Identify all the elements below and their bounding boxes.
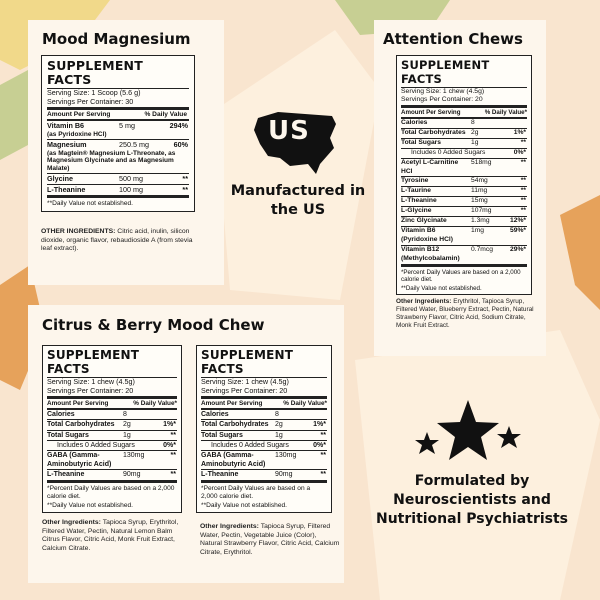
amount-header: Amount Per Serving xyxy=(47,400,109,408)
facts-row xyxy=(401,227,527,246)
citrus-berry-left-other-ingredients xyxy=(42,519,184,553)
facts-row xyxy=(47,451,177,470)
row-name: Total Carbohydrates xyxy=(201,421,269,429)
facts-row xyxy=(47,140,189,174)
row-dv: 29%* xyxy=(510,245,526,253)
attention-chews-title: Attention Chews xyxy=(383,30,523,48)
other-label: Other Ingredients: xyxy=(200,523,259,530)
row-dv: 60% xyxy=(173,140,188,150)
row-dv: ** xyxy=(520,158,526,166)
footnote-percent: *Percent Daily Values are based on a 2,000 calorie diet. xyxy=(47,484,175,500)
serving-size: Serving Size: 1 Scoop (5.6 g) xyxy=(47,88,141,97)
citrus-berry-right-facts xyxy=(196,345,332,513)
row-sub: (as Pyridoxine HCl) xyxy=(47,130,107,138)
row-dv: 0%* xyxy=(163,441,176,449)
row-amount: 8 xyxy=(471,119,475,126)
green-blob-left xyxy=(0,70,28,160)
facts-row xyxy=(401,177,527,187)
footnote-daily-value: **Daily Value not established. xyxy=(401,284,482,292)
other-text: Erythritol, Tapioca Syrup, Filtered Water, Blueberry Extract, Pectin, Natural Strawberry Flavor, Citric Acid, Sodium Citrate, Monk Fruit Extract. xyxy=(396,298,534,329)
row-amount: 5 mg xyxy=(119,121,135,131)
row-dv: 0%* xyxy=(313,441,326,449)
row-name: GABA (Gamma-Aminobutyric Acid) xyxy=(201,452,266,469)
amount-header: Amount Per Serving xyxy=(401,109,461,116)
row-name: Total Carbohydrates xyxy=(47,421,115,429)
attention-chews-facts xyxy=(396,55,532,295)
facts-row xyxy=(201,431,327,441)
facts-row xyxy=(47,420,177,430)
facts-row xyxy=(47,431,177,441)
facts-row xyxy=(47,470,177,482)
stars-icon xyxy=(413,398,523,468)
facts-header: SUPPLEMENT FACTS xyxy=(47,59,189,89)
other-label: Other Ingredients: xyxy=(396,298,452,305)
row-name: L-Theanine xyxy=(47,184,86,194)
row-dv: ** xyxy=(520,207,526,215)
row-amount: 11mg xyxy=(471,187,488,195)
amount-header: Amount Per Serving xyxy=(47,111,111,119)
row-name: Vitamin B6 (Pyridoxine HCl) xyxy=(401,226,454,243)
facts-row xyxy=(401,246,527,267)
row-dv: 59%* xyxy=(510,226,526,234)
row-dv: ** xyxy=(520,197,526,205)
row-dv: ** xyxy=(170,431,176,439)
mood-magnesium-facts xyxy=(41,55,195,212)
row-name: GABA (Gamma-Aminobutyric Acid) xyxy=(47,452,112,469)
footnote-percent: *Percent Daily Values are based on a 2,000 calorie diet. xyxy=(401,268,521,284)
other-text: Citric acid, inulin, silicon dioxide, organic flavor, rebaudioside A (from stevia leaf extract). xyxy=(41,228,193,253)
serving-size: Serving Size: 1 chew (4.5g) xyxy=(47,377,135,386)
row-name: Vitamin B6 xyxy=(47,121,85,131)
row-name: Tyrosine xyxy=(401,177,429,185)
facts-row xyxy=(401,159,527,178)
row-amount: 1g xyxy=(471,138,479,146)
row-dv: ** xyxy=(320,431,326,439)
row-dv: 1%* xyxy=(513,128,526,136)
row-amount: 518mg xyxy=(471,158,492,166)
servings-per-container: Servings Per Container: 20 xyxy=(47,385,134,395)
row-dv: 294% xyxy=(169,121,188,131)
other-text: Tapioca Syrup, Erythritol, Filtered Water, Pectin, Natural Lemon Balm Citrus Flavor, Citric Acid, Monk Fruit Extract, Calcium Citrate. xyxy=(42,519,179,552)
row-amount: 107mg xyxy=(471,207,492,215)
row-name: Total Sugars xyxy=(47,431,89,439)
row-name: Calories xyxy=(201,411,229,419)
dv-header: % Daily Value xyxy=(144,111,187,119)
row-amount: 130mg xyxy=(275,452,297,459)
row-name: L-Theanine xyxy=(47,471,85,479)
dv-header: % Daily Value* xyxy=(484,109,527,116)
us-badge-caption: Manufactured in the US xyxy=(230,183,366,218)
row-amount: 54mg xyxy=(471,177,488,185)
row-dv: ** xyxy=(182,184,188,194)
facts-row xyxy=(201,420,327,430)
row-name: Calories xyxy=(47,411,75,419)
citrus-berry-title: Citrus & Berry Mood Chew xyxy=(42,316,265,334)
facts-column-header xyxy=(201,399,327,410)
row-name: Glycine xyxy=(47,174,73,184)
facts-row xyxy=(401,119,527,129)
facts-row xyxy=(47,410,177,420)
dv-header: % Daily Value* xyxy=(133,400,177,408)
dv-header: % Daily Value* xyxy=(283,400,327,408)
row-name: Calories xyxy=(401,119,428,126)
facts-row xyxy=(47,121,189,140)
facts-row xyxy=(201,470,327,482)
footnote-daily-value: **Daily Value not established. xyxy=(201,501,288,509)
facts-row xyxy=(401,197,527,207)
orange-blob-right xyxy=(560,195,600,310)
us-badge-text: US xyxy=(268,116,310,146)
other-label: OTHER INGREDIENTS: xyxy=(41,228,116,235)
footnote-percent: *Percent Daily Values are based on a 2,000 calorie diet. xyxy=(201,484,311,500)
row-dv: ** xyxy=(320,452,326,459)
row-name: Includes 0 Added Sugars xyxy=(411,148,486,156)
facts-row xyxy=(401,207,527,217)
servings-per-container: Servings Per Container: 20 xyxy=(401,96,483,103)
row-dv: 0%* xyxy=(513,148,526,156)
facts-header: SUPPLEMENT FACTS xyxy=(47,348,177,378)
other-label: Other Ingredients: xyxy=(42,519,101,526)
row-dv: ** xyxy=(320,471,326,479)
footnote-daily-value: **Daily Value not established. xyxy=(47,501,134,509)
facts-row xyxy=(47,174,189,185)
row-dv: ** xyxy=(520,138,526,146)
star-small-left-icon xyxy=(415,432,439,454)
servings-per-container: Servings Per Container: 20 xyxy=(201,385,288,395)
attention-chews-other-ingredients xyxy=(396,298,536,330)
citrus-berry-left-facts xyxy=(42,345,182,513)
row-amount: 2g xyxy=(471,128,479,136)
row-name: L-Theanine xyxy=(201,471,239,479)
row-amount: 100 mg xyxy=(119,184,143,194)
facts-row xyxy=(201,410,327,420)
facts-row xyxy=(47,185,189,198)
row-amount: 250.5 mg xyxy=(119,140,149,150)
row-amount: 130mg xyxy=(123,452,145,459)
row-name: Total Sugars xyxy=(401,138,442,146)
servings-per-container: Servings Per Container: 30 xyxy=(47,96,134,106)
row-amount: 500 mg xyxy=(119,174,143,184)
row-name: Zinc Glycinate xyxy=(401,217,447,225)
row-amount: 1g xyxy=(275,431,283,439)
facts-row xyxy=(47,441,177,451)
facts-row xyxy=(201,451,327,470)
mood-magnesium-other-ingredients xyxy=(41,228,201,254)
row-amount: 0.7mcg xyxy=(471,245,493,253)
facts-column-header xyxy=(47,399,177,410)
facts-row xyxy=(401,217,527,227)
star-large-icon xyxy=(437,400,499,460)
row-amount: 2g xyxy=(123,421,131,429)
row-dv: ** xyxy=(170,471,176,479)
row-name: Magnesium xyxy=(47,140,87,150)
facts-row xyxy=(401,149,527,159)
row-dv: ** xyxy=(170,452,176,459)
row-dv: ** xyxy=(520,177,526,185)
row-name: Total Sugars xyxy=(201,431,243,439)
facts-column-header xyxy=(401,108,527,119)
row-amount: 15mg xyxy=(471,197,488,205)
row-amount: 1g xyxy=(123,431,131,439)
serving-size: Serving Size: 1 chew (4.5g) xyxy=(401,88,485,95)
row-amount: 1mg xyxy=(471,226,485,234)
facts-row xyxy=(201,441,327,451)
row-dv: ** xyxy=(520,187,526,195)
row-name: L-Glycine xyxy=(401,207,432,215)
row-dv: 1%* xyxy=(313,421,326,429)
row-amount: 90mg xyxy=(275,471,293,479)
row-sub: (as Magtein® Magnesium L-Threonate, as Magnesium Glycinate and as Magnesium Malate) xyxy=(47,149,176,172)
facts-row xyxy=(401,139,527,149)
amount-header: Amount Per Serving xyxy=(201,400,263,408)
serving-size: Serving Size: 1 chew (4.5g) xyxy=(201,377,289,386)
row-dv: 1%* xyxy=(163,421,176,429)
other-text: Tapioca Syrup, Filtered Water, Pectin, Vegetable Juice (Color), Natural Strawberry Flavor, Citric Acid, Calcium Citrate, Erythritol. xyxy=(200,523,340,556)
facts-column-header xyxy=(47,110,189,121)
row-amount: 90mg xyxy=(123,471,141,479)
mood-magnesium-title: Mood Magnesium xyxy=(42,30,191,48)
stars-badge-caption: Formulated by Neuroscientists and Nutritional Psychiatrists xyxy=(375,473,568,527)
row-amount: 8 xyxy=(123,411,127,419)
row-name: Vitamin B12 (Methylcobalamin) xyxy=(401,245,460,262)
facts-row xyxy=(401,129,527,139)
facts-row xyxy=(401,187,527,197)
footnote: **Daily Value not established. xyxy=(47,199,134,207)
row-name: L-Theanine xyxy=(401,197,437,205)
row-amount: 1.3mg xyxy=(471,217,490,225)
facts-header: SUPPLEMENT FACTS xyxy=(201,348,327,378)
row-name: L-Taurine xyxy=(401,187,431,195)
row-name: Acetyl L-Carnitine HCl xyxy=(401,158,459,175)
star-small-right-icon xyxy=(497,426,521,448)
row-amount: 2g xyxy=(275,421,283,429)
row-name: Includes 0 Added Sugars xyxy=(211,441,289,449)
row-dv: ** xyxy=(182,174,188,184)
row-name: Total Carbohydrates xyxy=(401,128,466,136)
row-dv: 12%* xyxy=(510,217,526,225)
row-amount: 8 xyxy=(275,411,279,419)
facts-header: SUPPLEMENT FACTS xyxy=(401,58,527,88)
citrus-berry-right-other-ingredients xyxy=(200,523,340,557)
row-name: Includes 0 Added Sugars xyxy=(57,441,135,449)
